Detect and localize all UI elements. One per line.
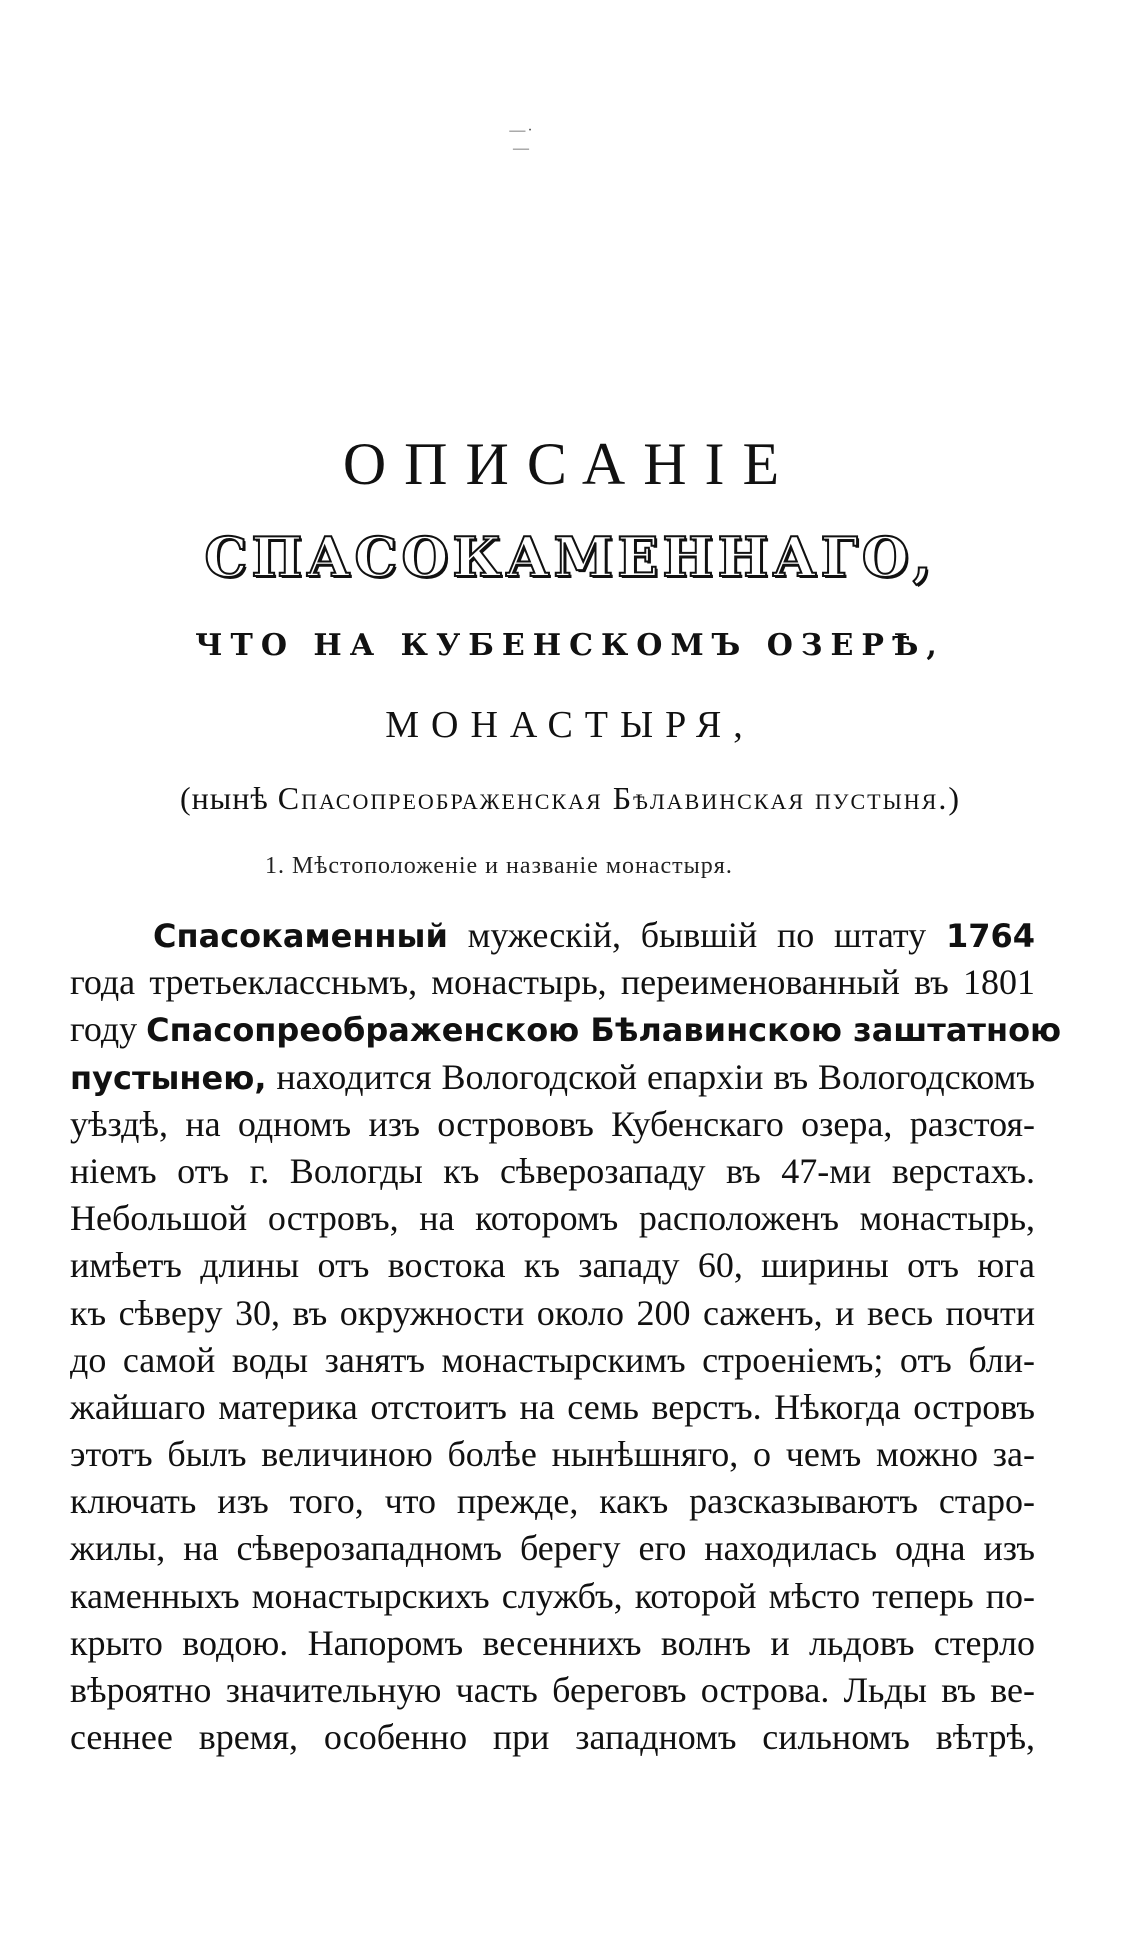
- body-line: крыто водою. Напоромъ весеннихъ волнъ и льдовъ стерло: [70, 1622, 1035, 1663]
- body-line: Небольшой островъ, на которомъ расположенъ монастырь,: [70, 1198, 1035, 1239]
- body-line: вѣроятно значительную часть береговъ острова. Льды въ ве-: [70, 1670, 1035, 1710]
- body-bold-name: Спасокаменный: [153, 917, 448, 955]
- title-current-monastery: Спасопреображенская Бѣлавинская пустыня.: [277, 780, 949, 816]
- body-line: года третьеклассньмъ, монастырь, переименованный въ 1801: [70, 962, 1035, 1003]
- body-bold-name: пустынею,: [70, 1058, 267, 1097]
- title-description: ОПИСАНІЕ: [342, 431, 798, 497]
- body-line: ніемъ отъ г. Вологды къ сѣверозападу въ 47-ми верстахъ.: [70, 1150, 1035, 1191]
- body-span: находится Вологодской епархіи въ Вологодскомъ: [266, 1056, 1035, 1097]
- body-line: ключать изъ того, что прежде, какъ разсказываютъ старо-: [70, 1481, 1035, 1522]
- body-line: этотъ былъ величиною болѣе нынѣшняго, о чемъ можно за-: [70, 1434, 1035, 1475]
- body-line: [70, 1006, 1062, 1053]
- title-lake-location: ЧТО НА КУБЕНСКОМЪ ОЗЕРѢ,: [195, 628, 945, 663]
- body-span: мужескій, бывшій по штату: [447, 915, 946, 955]
- body-line: жайшаго материка отстоитъ на семь верстъ. Нѣкогда островъ: [70, 1386, 1035, 1427]
- title-current-prefix: (нынѣ: [180, 780, 278, 816]
- body-span: году: [70, 1009, 147, 1050]
- title-current-name: [0, 780, 1140, 817]
- body-bold-year: 1764: [945, 917, 1035, 955]
- body-line: жилы, на сѣверозападномъ берегу его находилась одна изъ: [70, 1528, 1035, 1569]
- body-line: [70, 1054, 1035, 1101]
- body-line: [70, 912, 1035, 959]
- body-line: каменныхъ монастырскихъ службъ, которой мѣсто теперь по-: [70, 1575, 1035, 1616]
- body-line: уѣздѣ, на одномъ изъ острововъ Кубенскаго озера, разстоя-: [70, 1103, 1035, 1144]
- body-line: къ сѣверу 30, въ окружности около 200 саженъ, и весь почти: [70, 1292, 1035, 1333]
- body-text: [70, 912, 1062, 1761]
- body-line: сеннее время, особенно при западномъ сильномъ вѣтрѣ,: [70, 1717, 1035, 1758]
- section-heading: 1. Мѣстоположеніе и названіе монастыря.: [265, 853, 733, 879]
- body-line: до самой воды занятъ монастырскимъ строеніемъ; отъ бли-: [70, 1339, 1035, 1380]
- title-monastery-word: МОНАСТЫРЯ,: [385, 704, 755, 746]
- title-monastery-name: СПАСОКАМЕННАГО,: [204, 525, 936, 589]
- body-line: имѣетъ длины отъ востока къ западу 60, ширины отъ юга: [70, 1245, 1035, 1286]
- top-ornament: —·—: [509, 122, 535, 157]
- body-bold-name: Спасопреображенскою Бѣлавинскою заштатною: [146, 1011, 1062, 1050]
- title-current-suffix: ): [948, 780, 960, 816]
